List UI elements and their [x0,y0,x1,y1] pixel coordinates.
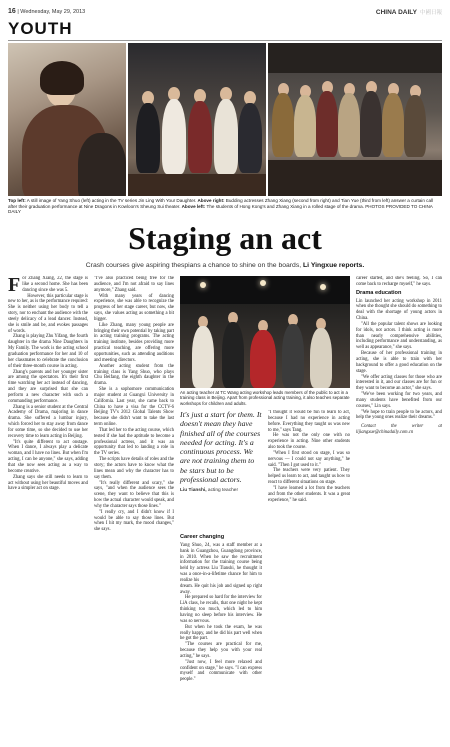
article-paragraph: "I thought it would be fun to learn to act, because I had no experience in acting before. Everything they taught us was new to me," says Tang. [268,410,350,433]
deck [0,262,450,269]
photo-caption [8,198,442,214]
article-paragraph: However, this particular stage is new to her, as is the performance required: She is neither using her body to tell a story, nor to enchant the audience with the steely delicacy of a lead dancer. Instead, she is smile and be, and evokes passages of words. [8,293,88,334]
article-paragraph: "All the popular talent shows are looking for idols, not actors. I think acting is more than nearly comprehensive abilities, including performance and understanding, as well as appearance," she says. [356,321,442,351]
photo-curtain-call [128,43,266,196]
article-paragraph: Yang Shuo, 24, was a staff member at a bank in Guangzhou, Guangdong province, in 2010. When he saw the recruitment information for the training course being held by actress Liu Tianshi, he thought it was a once-in-a-lifetime chance for him to realize his [180,542,262,583]
article-paragraph: He prepared so hard for the interview for LiA class, he recalls, that one night he kept thinking too much, which led to him having no sleep before his interview. He was so nervous. [180,595,262,624]
subheading-career: Career changing [180,534,225,540]
article-paragraph: "Just now, I feel more relaxed and confident on stage," he says. "I can express myself and communicate with other people." [180,659,262,683]
article-paragraph: "We hope to train people to be actors, and help the young ones realize their dreams." [356,409,442,421]
pull-quote [180,410,262,530]
article-paragraph: "It's quite different to act onstage. When I dance, I always play a delicate woman, and I have no lines. But when I'm acting, I can be anyone," she says, adding that she now sees acting as a way to become creative. [8,439,88,474]
caption-text-3: The students of Hong Kong's and Zhang Xiang in a rolled stage of the drama. PHOTOS PROVIDED TO CHINA DAILY [8,203,433,215]
header-right [376,8,442,16]
article-paragraph: "I've also practiced being free for the audience, and I'm not afraid to say lines anymore," Zhang said. [94,276,174,293]
headline: Staging an act [128,220,322,256]
caption-lead-2: Above right: [196,198,225,203]
article-paragraph: For Zhang Xiang, 22, the stage is like a second home. She has been dancing since she was 5. [8,276,88,296]
header-divider [8,40,442,41]
article-paragraph: The scripts have details of roles and the story; the actors have to know what the lines mean and why the character has to say them. [94,457,174,480]
article-paragraph: Because of her professional training in acting, she is able to train with her background to offer a good education on the stage. [356,351,442,374]
publication-name-cn: 中國日報 [419,10,442,16]
article-paragraph: That led her to the acting course, which tested if she had the aptitude to become a professional actress, and it was an opportunity that led to landing a role in the TV series. [94,427,174,457]
article-paragraph: "When I first stood on stage, I was so nervous — I could not say anything," he said. "Then I got used to it." [268,450,350,468]
article-paragraph: Zhang is playing Zhu Yifang, the fourth daughter in the drama Nine Daughters in My Family. The work is the acting school graduation performance for her and 10 of her classmates to celebrate the conclusion of their three-month course in acting. [8,334,88,369]
article-column-4 [268,410,350,740]
article-paragraph: Zhang's parents and her younger sister are among the spectators. It's their first time watching her act instead of dancing, and they are surprised that she can perform a new character with such a commanding performance. [8,369,88,404]
article-paragraph: The teachers were very patient. They helped us learn to act, and taught us how to react to different situations on stage. [268,468,350,486]
article-paragraph: "I have learned a lot from the teachers and from the other students. It was a great experience," he said. [268,485,350,503]
article-paragraph: She is a sophomore communication major student at Guangxi University in California. Last year, she came back to China to have a visa for the CCTV-6 Beijing TV's 2012 Global Talents Show because she didn't want to take the last term online. [94,387,174,428]
date-line: | Wednesday, May 29, 2013 [17,9,86,15]
caption-text-1: A still image of Yang Shuo (left) acting in the TV series Jin Ling With Your Daughter. [25,198,197,203]
byline: Li Yingxue reports. [303,262,365,269]
header-left [8,8,85,15]
pull-quote-attribution [180,488,262,493]
article-paragraph: "We've been working for two years, and many students have benefited from our courses," Lin says. [356,392,442,409]
article-column-5 [356,276,442,740]
photo-stage-scene [268,43,442,196]
article-paragraph: But when he took the exam, he was really happy, and he did his part well when he got the part. [180,624,262,642]
pull-quote-role: acting teacher [206,488,239,494]
article-column-2 [94,276,174,740]
pull-quote-text: It's just a start for them. It doesn't mean they have finished all of the courses needed for acting. It's a continuous process. We are not training them to be stars but to be professional actors. [180,410,262,485]
caption-text-2: Budding actresses Zhang Xiang (second from right) and Tian Yue (third from left) answer a curtain call after their graduation performance at Nine Dragons in Kowloon's Sheung Sui theater. [8,198,434,209]
photo-workshop [180,276,350,388]
article-paragraph: He was not the only one with no experience in acting. Nine other students also took the course. [268,433,350,451]
article-paragraph: Zhang is a senior student at the Central Academy of Drama, majoring in dance drama. She suffered a lumbar injury, which forced her to stay away from dance for some time, so she decided to use her recovery time to learn acting in Beijing. [8,404,88,439]
article-paragraph: "It's really different and scary," she says, "and when the audience sees the scene, they want to believe that this is how the actual character would speak, and why the character says those lines." [94,480,174,509]
publication-name: CHINA DAILY [375,9,417,16]
article-paragraph: "We offer acting classes for those who are interested in it, and our classes are for fun or they want to become an actor," she says. [356,374,442,392]
article-paragraph: Another acting student from the training class is Yang Shuo, who plays Chu Beifang, the eighth daughter in the drama. [94,363,174,387]
article-paragraph: "I really cry, and I didn't know if I would be able to say those lines. But when I hit my mark, the mood changes," she says. [94,509,174,533]
article-paragraph: Zhang says she still needs to learn to act without using her beautiful moves and have a simpler act on stage. [8,474,88,492]
subheading-drama-education: Drama education [356,289,402,296]
section-title: YOUTH [8,19,73,38]
article-paragraph: "The courses are practical for me, because they help you with your real acting," he says. [180,642,262,659]
page-header [8,7,442,17]
pull-quote-name: Liu Tianshi, [180,488,207,494]
article-paragraph: With many years of dancing experience, she was able to recognize the progress of her stage career, but now, she says, she values acting as something a bit bigger. [94,293,174,322]
drop-cap: F [8,276,21,296]
caption-lead-3: Above left: [180,203,206,209]
photo-strip [8,43,442,196]
article-column-3 [180,532,262,740]
article-paragraph: dream. He quit his job and signed up right away. [180,583,262,595]
article-paragraph: career started, and she's feeling. So, I can come back to recharge myself," he says. [356,276,442,287]
caption-lead-1: Top left: [8,198,26,203]
photo-tv-still [8,43,126,196]
page-number: 16 [8,8,16,15]
article-paragraph: Lin launched her acting workshop in 2011 when she thought she should do something to deal with the shortage of young actors in China. [356,298,442,322]
photo-workshop-caption: An acting teacher at TC Wang acting workshop leads members of the public to act in a training class in Beijing. Apart from professional acting training, it also teaches separate workshops for children and adults. [180,390,350,406]
writer-contact: Contact the writer at lijiangxue@chinadaily.com.cn [356,424,442,436]
article-paragraph: Like Zhang, many young people are bringing their own potential by taking part in acting training programs. The acting training institute, besides providing more practical teaching, are offering more opportunities, such as attending auditions and meeting directors. [94,322,174,363]
article-column-1 [8,276,88,740]
deck-text: Crash courses give aspiring thespians a chance to shine on the boards, [85,262,304,269]
